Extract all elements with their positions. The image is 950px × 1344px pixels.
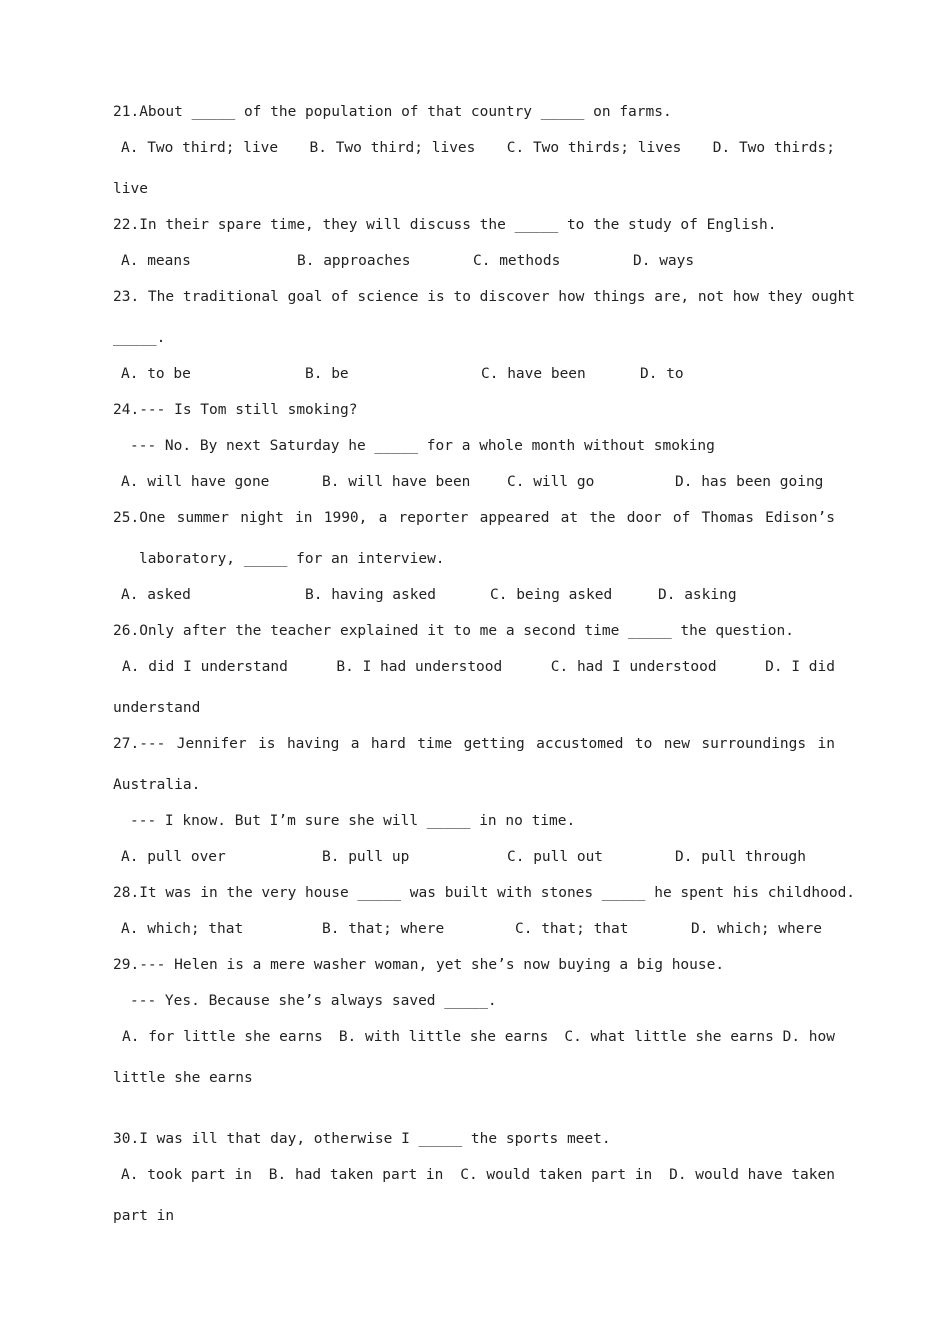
option-b: B. pull up — [322, 849, 410, 865]
option-c: C. had I understood — [550, 659, 717, 675]
option-b: B. I had understood — [336, 659, 503, 675]
option-c: C. pull out — [507, 849, 604, 865]
question-29-options — [122, 1027, 835, 1047]
option-a: A. pull over — [121, 849, 226, 865]
option-c: C. that; that — [515, 921, 629, 937]
option-d: D. I did — [765, 659, 835, 675]
option-b: B. with little she earns — [338, 1029, 549, 1045]
question-26-stem: 26.Only after the teacher explained it to me a second time _____ the question. — [113, 623, 794, 639]
option-a: A. to be — [121, 366, 191, 382]
question-24-dialog: --- No. By next Saturday he _____ for a whole month without smoking — [130, 438, 715, 454]
option-d: D. ways — [633, 253, 695, 269]
question-27-stem: 27.--- Jennifer is having a hard time getting accustomed to new surroundings in — [113, 736, 835, 752]
question-26-options — [122, 657, 835, 677]
question-30-options — [121, 1165, 835, 1185]
option-b: B. Two third; lives — [309, 140, 476, 156]
option-c: C. will go — [507, 474, 595, 490]
option-c: C. would taken part in — [460, 1167, 653, 1183]
option-c-and-d: C. what little she earns D. how — [564, 1029, 835, 1045]
option-a: A. asked — [121, 587, 191, 603]
question-29-options-continued: little she earns — [113, 1070, 253, 1086]
question-28-options — [121, 919, 835, 939]
question-30-options-continued: part in — [113, 1208, 175, 1224]
question-21-options — [121, 138, 835, 158]
option-b: B. be — [305, 366, 349, 382]
question-21-stem: 21.About _____ of the population of that country _____ on farms. — [113, 104, 672, 120]
question-23-options — [121, 364, 835, 384]
option-d: D. Two thirds; — [712, 140, 835, 156]
question-25-stem: 25.One summer night in 1990, a reporter appeared at the door of Thomas Edison’s — [113, 510, 835, 526]
option-a: A. did I understand — [122, 659, 288, 675]
question-23-stem-continued: _____. — [113, 330, 166, 346]
option-b: B. had taken part in — [268, 1167, 444, 1183]
question-28-stem: 28.It was in the very house _____ was built with stones _____ he spent his childhood. — [113, 885, 856, 901]
option-d: D. would have taken — [669, 1167, 835, 1183]
question-25-stem-continued: laboratory, _____ for an interview. — [139, 551, 445, 567]
option-a: A. Two third; live — [121, 140, 279, 156]
question-29-stem: 29.--- Helen is a mere washer woman, yet she’s now buying a big house. — [113, 957, 725, 973]
option-d: D. asking — [658, 587, 737, 603]
question-22-options — [121, 251, 835, 271]
question-27-dialog: --- I know. But I’m sure she will _____ in no time. — [130, 813, 576, 829]
option-d: D. to — [640, 366, 684, 382]
option-a: A. took part in — [121, 1167, 252, 1183]
question-29-dialog: --- Yes. Because she’s always saved _____. — [130, 993, 497, 1009]
option-a: A. for little she earns — [122, 1029, 323, 1045]
option-d: D. has been going — [675, 474, 824, 490]
question-25-options — [121, 585, 835, 605]
option-a: A. will have gone — [121, 474, 270, 490]
question-21-options-continued: live — [113, 181, 148, 197]
question-23-stem: 23. The traditional goal of science is to discover how things are, not how they ought — [113, 289, 856, 305]
option-c: C. methods — [473, 253, 561, 269]
option-b: B. having asked — [305, 587, 436, 603]
question-22-stem: 22.In their spare time, they will discuss the _____ to the study of English. — [113, 217, 777, 233]
question-24-options — [121, 472, 835, 492]
option-b: B. will have been — [322, 474, 471, 490]
option-b: B. that; where — [322, 921, 445, 937]
option-c: C. Two thirds; lives — [506, 140, 682, 156]
option-d: D. pull through — [675, 849, 806, 865]
option-c: C. have been — [481, 366, 586, 382]
question-26-options-continued: understand — [113, 700, 201, 716]
option-a: A. means — [121, 253, 191, 269]
option-b: B. approaches — [297, 253, 411, 269]
question-27-options — [121, 847, 835, 867]
question-27-stem-continued: Australia. — [113, 777, 201, 793]
question-24-stem: 24.--- Is Tom still smoking? — [113, 402, 358, 418]
question-30-stem: 30.I was ill that day, otherwise I _____ the sports meet. — [113, 1131, 611, 1147]
option-c: C. being asked — [490, 587, 613, 603]
option-d: D. which; where — [691, 921, 822, 937]
option-a: A. which; that — [121, 921, 244, 937]
